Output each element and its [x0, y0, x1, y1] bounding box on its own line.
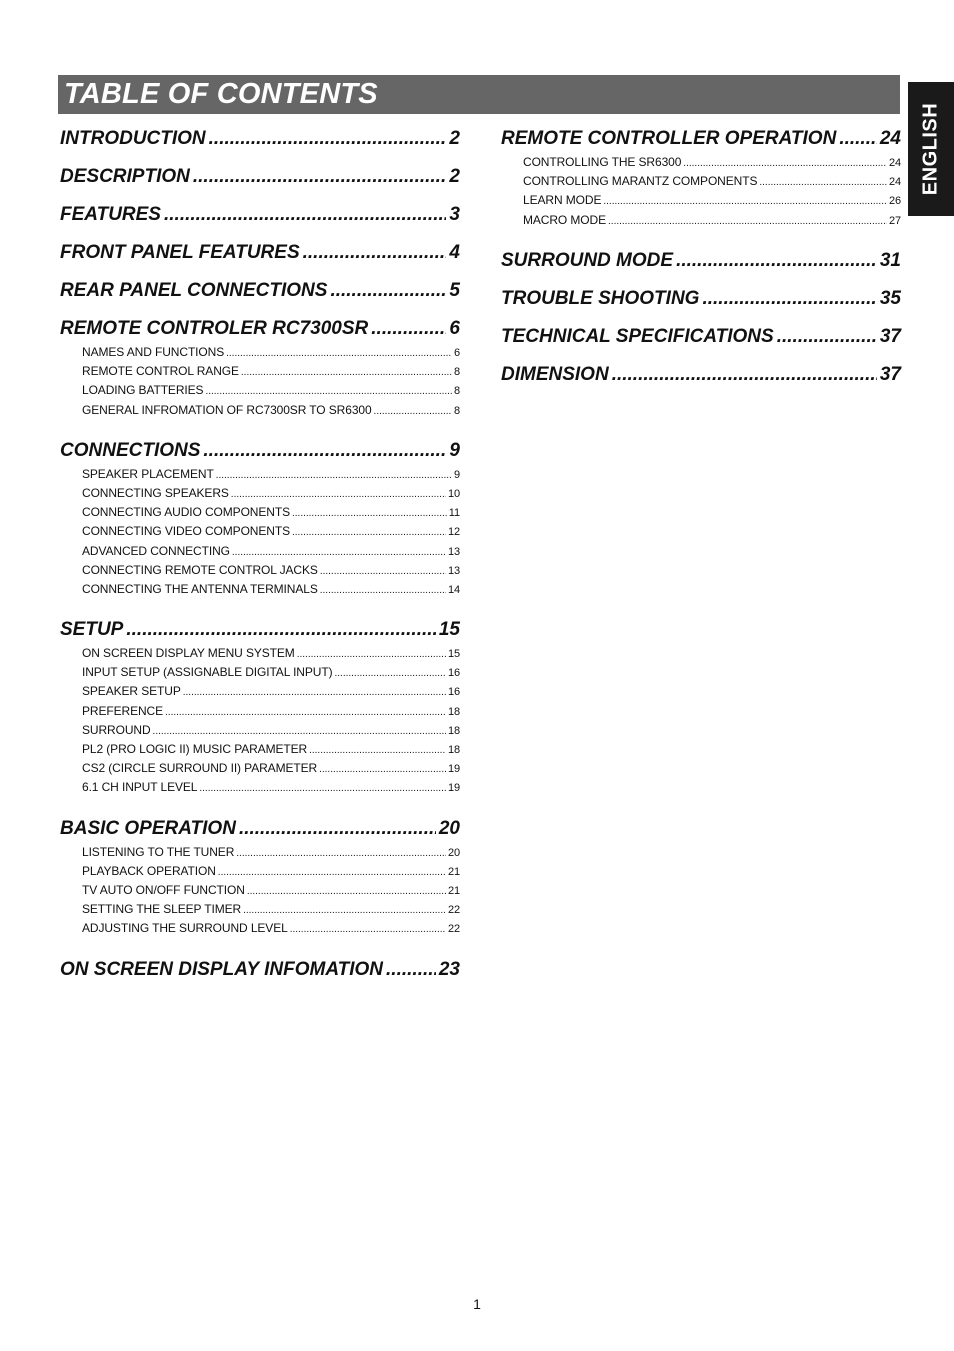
dot-leader: [241, 363, 452, 382]
toc-section-entry[interactable]: [501, 114, 901, 152]
toc-section-label: TROUBLE SHOOTING: [501, 287, 700, 309]
toc-section-entry[interactable]: [60, 304, 460, 342]
toc-subsection-page: 13: [447, 564, 460, 577]
toc-subsection-entry[interactable]: [82, 682, 460, 701]
title-bar: [58, 75, 900, 114]
toc-section-entry[interactable]: [60, 190, 460, 228]
toc-section-page: 20: [438, 817, 460, 839]
toc-subsection-label: PL2 (PRO LOGIC II) MUSIC PARAMETER: [82, 742, 308, 756]
toc-subsection-label: LISTENING TO THE TUNER: [82, 844, 235, 859]
toc-section-entry[interactable]: [60, 152, 460, 190]
dot-leader: [226, 344, 452, 363]
toc-section-label: FEATURES: [60, 204, 161, 225]
toc-section-entry[interactable]: [501, 350, 901, 388]
dot-leader: [603, 192, 887, 211]
toc-subsection-label: CONNECTING VIDEO COMPONENTS: [82, 524, 290, 539]
toc-subsection-label: REMOTE CONTROL RANGE: [82, 364, 239, 379]
toc-subsection-page: 21: [447, 865, 460, 878]
toc-subsection-label: NAMES AND FUNCTIONS: [82, 345, 225, 359]
toc-subsection-label: INPUT SETUP (ASSIGNABLE DIGITAL INPUT): [82, 665, 333, 680]
language-tab: [908, 82, 954, 216]
dot-leader: [243, 901, 446, 920]
toc-section-label: SETUP: [60, 619, 124, 641]
toc-subsection-entry[interactable]: [82, 465, 460, 484]
toc-subsection-list: [60, 465, 460, 599]
dot-leader: [320, 562, 446, 581]
toc-subsection-entry[interactable]: [82, 759, 460, 778]
toc-subsection-entry[interactable]: [82, 843, 460, 862]
toc-subsection-entry[interactable]: [523, 172, 901, 191]
toc-subsection-entry[interactable]: [82, 381, 460, 400]
toc-subsection-page: 16: [447, 667, 460, 680]
toc-subsection-label: TV AUTO ON/OFF FUNCTION: [82, 882, 245, 897]
toc-subsection-page: 19: [447, 763, 460, 776]
toc-section-label: INTRODUCTION: [60, 128, 206, 149]
toc-section-label: TECHNICAL SPECIFICATIONS: [501, 325, 774, 347]
toc-subsection-page: 27: [888, 214, 901, 227]
toc-subsection-label: CONNECTING REMOTE CONTROL JACKS: [82, 562, 318, 577]
toc-subsection-entry[interactable]: [523, 211, 901, 230]
toc-subsection-entry[interactable]: [82, 702, 460, 721]
toc-subsection-entry[interactable]: [82, 561, 460, 580]
toc-section-entry[interactable]: [60, 228, 460, 266]
toc-subsection-label: SPEAKER PLACEMENT: [82, 466, 214, 481]
toc-subsection-label: ADJUSTING THE SURROUND LEVEL: [82, 921, 288, 936]
toc-subsection-label: CONNECTING THE ANTENNA TERMINALS: [82, 581, 318, 596]
toc-subsection-page: 21: [447, 884, 460, 897]
toc-section-page: 15: [438, 619, 460, 641]
toc-subsection-entry[interactable]: [82, 919, 460, 938]
toc-subsection-page: 26: [888, 195, 901, 208]
toc-subsection-label: CONNECTING AUDIO COMPONENTS: [82, 505, 290, 520]
toc-subsection-label: CONTROLLING THE SR6300: [523, 155, 682, 169]
toc-subsection-entry[interactable]: [82, 343, 460, 362]
toc-section-label: SURROUND MODE: [501, 249, 674, 271]
toc-subsection-label: ON SCREEN DISPLAY MENU SYSTEM: [82, 646, 295, 661]
toc-section-page: 31: [879, 249, 901, 271]
toc-subsection-page: 8: [453, 404, 460, 417]
toc-subsection-page: 18: [447, 705, 460, 718]
toc-section-label: REMOTE CONTROLER RC7300SR: [60, 318, 369, 339]
toc-subsection-label: PLAYBACK OPERATION: [82, 863, 216, 878]
toc-subsection-label: LOADING BATTERIES: [82, 383, 204, 398]
toc-left-column: [60, 114, 460, 983]
toc-section-page: 6: [449, 318, 460, 339]
toc-subsection-page: 10: [447, 487, 460, 500]
dot-leader: [386, 945, 436, 995]
toc-subsection-page: 18: [447, 724, 460, 737]
dot-leader: [153, 722, 446, 741]
dot-leader: [320, 581, 446, 600]
toc-section-entry[interactable]: [60, 114, 460, 152]
toc-section-label: DIMENSION: [501, 363, 609, 385]
toc-subsection-page: 14: [447, 583, 460, 596]
toc-subsection-label: CS2 (CIRCLE SURROUND II) PARAMETER: [82, 761, 318, 776]
toc-subsection-entry[interactable]: [82, 401, 460, 420]
toc-subsection-page: 19: [447, 782, 460, 795]
dot-leader: [297, 645, 446, 664]
toc-section-page: 35: [879, 287, 901, 309]
toc-section-page: 4: [449, 242, 460, 263]
toc-subsection-label: ADVANCED CONNECTING: [82, 543, 230, 558]
page-number: 1: [473, 1296, 481, 1312]
dot-leader: [165, 703, 446, 722]
toc-section-page: 23: [438, 958, 460, 980]
toc-subsection-label: SPEAKER SETUP: [82, 684, 181, 699]
toc-subsection-page: 22: [447, 904, 460, 917]
toc-subsection-label: SETTING THE SLEEP TIMER: [82, 902, 242, 917]
toc-subsection-list: [60, 843, 460, 939]
toc-section-entry[interactable]: [60, 945, 460, 983]
toc-subsection-page: 8: [453, 385, 460, 398]
toc-subsection-page: 22: [447, 923, 460, 936]
toc-section-page: 2: [449, 128, 460, 149]
toc-subsection-label: MACRO MODE: [523, 212, 607, 227]
toc-subsection-entry[interactable]: [82, 362, 460, 381]
toc-section-page: 9: [449, 439, 460, 461]
dot-leader: [183, 683, 446, 702]
toc-subsection-entry[interactable]: [82, 503, 460, 522]
toc-subsection-page: 11: [448, 507, 460, 520]
dot-leader: [759, 173, 887, 192]
dot-leader: [232, 543, 446, 562]
toc-subsection-entry[interactable]: [523, 153, 901, 172]
toc-subsection-entry[interactable]: [82, 900, 460, 919]
toc-subsection-entry[interactable]: [82, 484, 460, 503]
dot-leader: [612, 350, 877, 400]
toc-section-entry[interactable]: [501, 236, 901, 274]
dot-leader: [231, 485, 446, 504]
toc-section-page: 37: [879, 363, 901, 385]
toc-section-label: BASIC OPERATION: [60, 817, 236, 839]
toc-subsection-label: CONNECTING SPEAKERS: [82, 485, 229, 500]
toc-subsection-label: CONTROLLING MARANTZ COMPONENTS: [523, 174, 758, 189]
toc-subsection-entry[interactable]: [82, 740, 460, 759]
toc-subsection-entry[interactable]: [82, 522, 460, 541]
toc-section-label: REAR PANEL CONNECTIONS: [60, 280, 328, 301]
toc-subsection-entry[interactable]: [82, 542, 460, 561]
toc-subsection-entry[interactable]: [82, 663, 460, 682]
toc-subsection-page: 9: [453, 468, 460, 481]
toc-section-page: 2: [449, 166, 460, 187]
toc-subsection-list: [501, 153, 901, 230]
toc-subsection-entry[interactable]: [82, 644, 460, 663]
toc-subsection-entry[interactable]: [82, 721, 460, 740]
toc-subsection-list: [60, 644, 460, 798]
toc-subsection-entry[interactable]: [82, 862, 460, 881]
toc-subsection-entry[interactable]: [82, 881, 460, 900]
toc-section-page: 5: [449, 280, 460, 301]
toc-subsection-label: 6.1 CH INPUT LEVEL: [82, 780, 198, 795]
language-tab-label: ENGLISH: [919, 102, 942, 196]
page-title: TABLE OF CONTENTS: [64, 78, 378, 110]
dot-leader: [205, 382, 452, 401]
toc-subsection-page: 8: [453, 366, 460, 379]
dot-leader: [236, 844, 446, 863]
dot-leader: [216, 466, 452, 485]
dot-leader: [334, 664, 445, 683]
dot-leader: [608, 212, 887, 231]
toc-section-label: DESCRIPTION: [60, 166, 190, 187]
toc-subsection-page: 18: [447, 744, 460, 756]
toc-section-label: FRONT PANEL FEATURES: [60, 242, 300, 263]
toc-subsection-page: 24: [888, 176, 901, 189]
dot-leader: [218, 863, 446, 882]
toc-subsection-label: LEARN MODE: [523, 193, 602, 208]
toc-subsection-page: 12: [447, 526, 460, 539]
toc-subsection-label: GENERAL INFROMATION OF RC7300SR TO SR6300: [82, 402, 372, 417]
toc-section-page: 24: [879, 128, 901, 149]
toc-section-entry[interactable]: [60, 605, 460, 643]
dot-leader: [247, 882, 446, 901]
dot-leader: [319, 760, 446, 779]
toc-subsection-entry[interactable]: [523, 191, 901, 210]
toc-subsection-entry[interactable]: [82, 580, 460, 599]
toc-subsection-page: 24: [888, 157, 901, 169]
toc-subsection-page: 13: [447, 545, 460, 558]
toc-section-page: 3: [449, 204, 460, 225]
toc-subsection-page: 6: [453, 347, 460, 359]
toc-subsection-entry[interactable]: [82, 778, 460, 797]
dot-leader: [309, 741, 446, 760]
toc-subsection-page: 15: [447, 648, 460, 661]
toc-subsection-page: 16: [447, 686, 460, 699]
toc-section-entry[interactable]: [60, 804, 460, 842]
toc-section-page: 37: [879, 325, 901, 347]
toc-section-entry[interactable]: [501, 312, 901, 350]
toc-section-label: ON SCREEN DISPLAY INFOMATION: [60, 958, 384, 980]
dot-leader: [683, 154, 887, 173]
dot-leader: [290, 920, 446, 939]
toc-section-label: CONNECTIONS: [60, 439, 201, 461]
toc-section-entry[interactable]: [60, 266, 460, 304]
dot-leader: [292, 523, 446, 542]
toc-section-entry[interactable]: [60, 426, 460, 464]
toc-subsection-list: [60, 343, 460, 420]
toc-right-column: [501, 114, 901, 388]
toc-subsection-page: 20: [447, 846, 460, 859]
dot-leader: [374, 402, 452, 421]
toc-subsection-label: PREFERENCE: [82, 703, 164, 718]
toc-section-label: REMOTE CONTROLLER OPERATION: [501, 128, 837, 149]
toc-subsection-label: SURROUND: [82, 722, 151, 737]
dot-leader: [199, 779, 446, 798]
dot-leader: [292, 504, 447, 523]
